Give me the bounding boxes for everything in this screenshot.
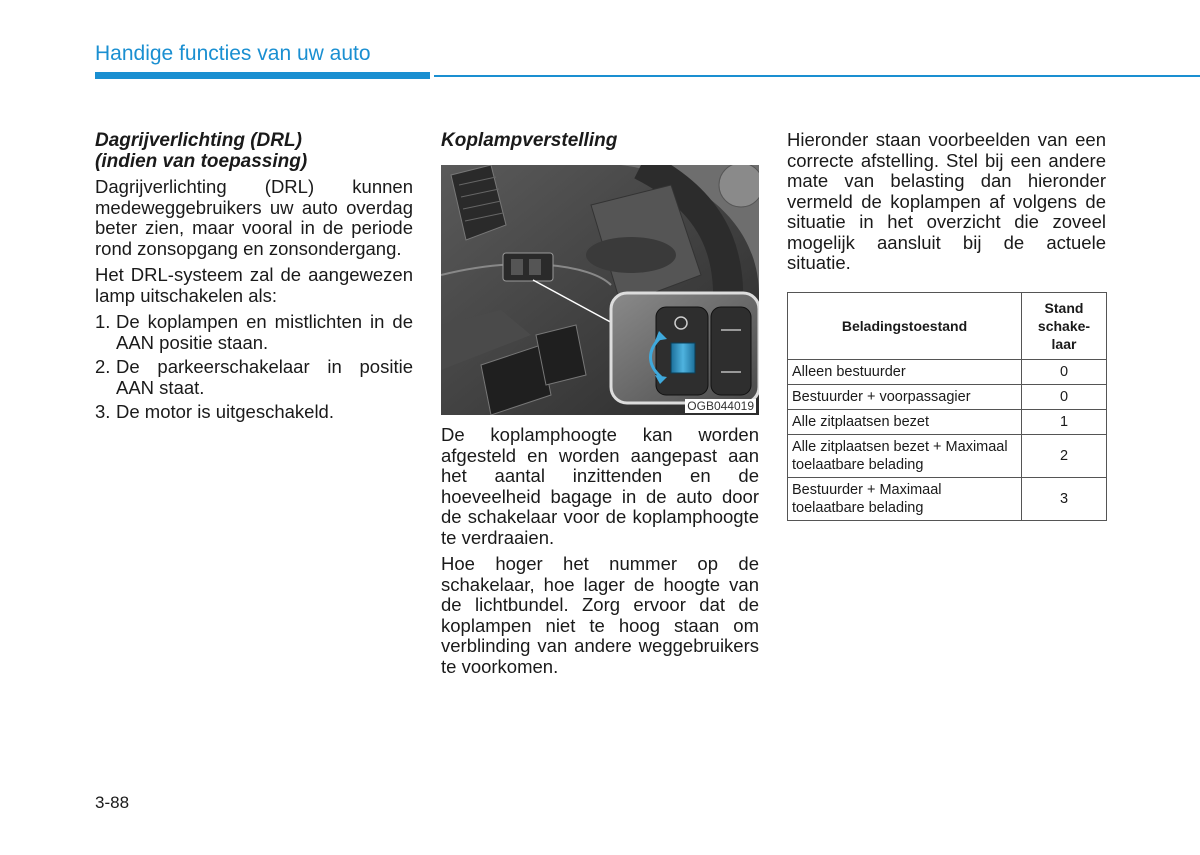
page-header-title: Handige functies van uw auto [95, 42, 371, 65]
table-cell-position: 0 [1022, 384, 1107, 409]
table-header-load: Beladingstoestand [788, 292, 1022, 359]
table-cell-load: Alleen bestuurder [788, 359, 1022, 384]
table-cell-position: 2 [1022, 434, 1107, 477]
table-cell-load: Bestuurder + voorpassagier [788, 384, 1022, 409]
table-row [788, 434, 1107, 477]
leveling-paragraph-1: De koplamphoogte kan worden afgesteld en worden aangepast aan het aantal inzittenden en de hoeveelheid bagage in de auto door de schakelaar voor de koplamphoogte te verdraaien. [441, 424, 759, 548]
load-settings-table [787, 292, 1107, 521]
dashboard-illustration [441, 165, 759, 415]
table-cell-position: 1 [1022, 409, 1107, 434]
list-item-text: De parkeerschakelaar in positie AAN staat. [116, 356, 413, 398]
table-cell-load: Alle zitplaatsen bezet [788, 409, 1022, 434]
list-item-number: 1. [95, 311, 111, 332]
list-item [95, 357, 413, 398]
drl-heading-line2: (indien van toepassing) [95, 151, 308, 172]
table-row [788, 477, 1107, 520]
drl-paragraph-1: Dagrijverlichting (DRL) kunnen medeweggebruikers uw auto overdag beter zien, maar vooral in de periode rond zonsopgang en zonsondergang. [95, 176, 413, 259]
header-rule-thin [434, 75, 1200, 77]
drl-conditions-list [95, 312, 413, 423]
drl-heading-line1: Dagrijverlichting (DRL) [95, 130, 302, 151]
header-rule-thick [95, 72, 430, 79]
leveling-heading: Koplampverstelling [441, 130, 618, 151]
drl-heading [95, 130, 413, 172]
table-header-position: Stand schake-laar [1022, 292, 1107, 359]
list-item-text: De motor is uitgeschakeld. [116, 401, 334, 422]
table-cell-position: 3 [1022, 477, 1107, 520]
drl-paragraph-2: Het DRL-systeem zal de aangewezen lamp uitschakelen als: [95, 264, 413, 306]
table-cell-load: Alle zitplaatsen bezet + Maximaal toelaatbare belading [788, 434, 1022, 477]
leveling-column [441, 130, 759, 683]
drl-column [95, 130, 413, 427]
table-cell-position: 0 [1022, 359, 1107, 384]
figure-code: OGB044019 [687, 399, 754, 413]
table-row [788, 409, 1107, 434]
examples-column [787, 130, 1106, 521]
list-item-number: 2. [95, 356, 111, 377]
list-item [95, 402, 413, 423]
page-number: 3-88 [95, 793, 130, 812]
table-header-row [788, 292, 1107, 359]
list-item [95, 312, 413, 353]
leveling-paragraph-2: Hoe hoger het nummer op de schakelaar, hoe lager de hoogte van de lichtbundel. Zorg ervoor dat de koplampen niet te hoog staan om verblinding van andere weggebruikers te voorkomen. [441, 553, 759, 677]
list-item-text: De koplampen en mistlichten in de AAN positie staan. [116, 311, 413, 353]
table-row [788, 384, 1107, 409]
table-row [788, 359, 1107, 384]
dashboard-switch-figure [441, 165, 759, 415]
list-item-number: 3. [95, 401, 111, 422]
table-cell-load: Bestuurder + Maximaal toelaatbare belading [788, 477, 1022, 520]
examples-intro: Hieronder staan voorbeelden van een correcte afstelling. Stel bij een andere mate van belasting dan hieronder vermeld de koplampen af volgens de situatie in het overzicht die zoveel mogelijk aansluit bij de actuele situatie. [787, 129, 1106, 273]
